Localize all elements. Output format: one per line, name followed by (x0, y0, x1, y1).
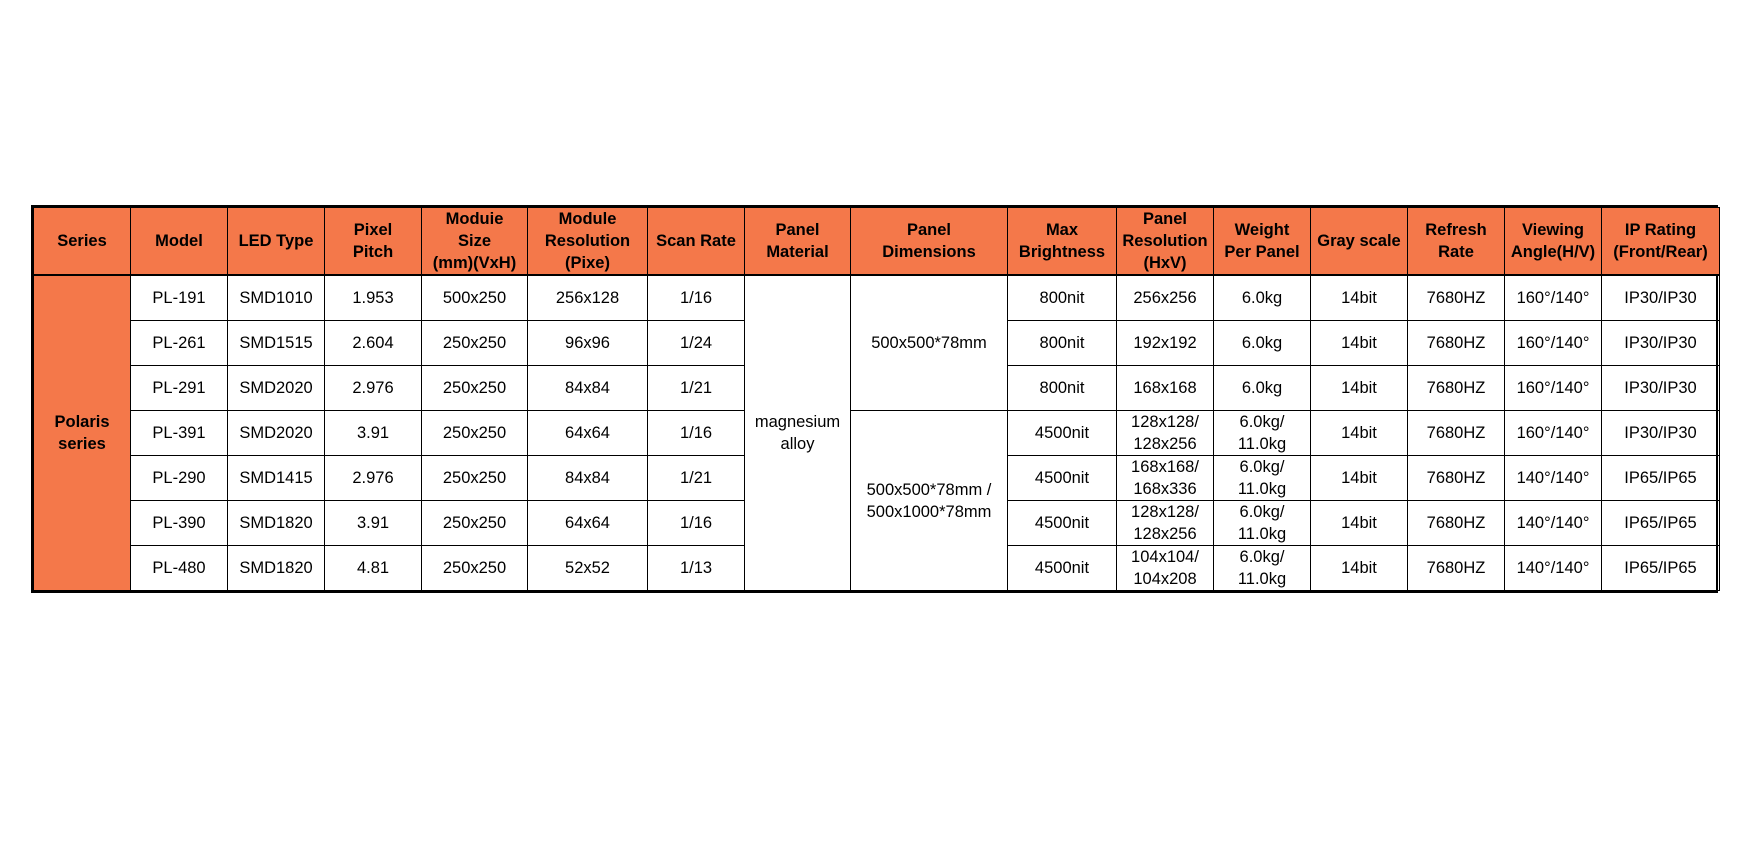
cell-panel-resolution (1117, 321, 1214, 366)
cell-text-line: 6.0kg/ (1239, 413, 1285, 431)
cell-panel-resolution (1117, 411, 1214, 456)
cell-led-type: SMD1820 (228, 501, 325, 546)
header-module-size (422, 208, 528, 276)
cell-model: PL-261 (131, 321, 228, 366)
cell-module-resolution: 84x84 (528, 366, 648, 411)
cell-module-resolution: 256x128 (528, 275, 648, 321)
cell-ip-rating: IP65/IP65 (1602, 546, 1720, 591)
cell-text-line: 6.0kg/ (1239, 548, 1285, 566)
cell-text-line: IP Rating (1624, 221, 1697, 239)
cell-text-line: Per Panel (1224, 243, 1300, 261)
cell-gray-scale: 14bit (1311, 366, 1408, 411)
cell-ip-rating: IP30/IP30 (1602, 411, 1720, 456)
cell-led-type: SMD2020 (228, 411, 325, 456)
cell-text-line: Moduie (445, 210, 504, 228)
table-row (34, 275, 1720, 321)
cell-text-line: 6.0kg (1241, 289, 1283, 307)
cell-text-line: Angle(H/V) (1510, 243, 1596, 261)
cell-led-type: SMD1820 (228, 546, 325, 591)
cell-module-size: 250x250 (422, 411, 528, 456)
cell-panel-resolution (1117, 275, 1214, 321)
cell-model: PL-291 (131, 366, 228, 411)
cell-text-line: 11.0kg (1237, 570, 1287, 588)
cell-refresh-rate: 7680HZ (1408, 546, 1505, 591)
cell-text-line: Module (558, 210, 617, 228)
cell-text-line: Gray scale (1317, 232, 1401, 250)
cell-text-line: Series (57, 232, 107, 250)
cell-viewing-angle: 160°/140° (1505, 275, 1602, 321)
cell-text-line: 500x500*78mm / (866, 480, 992, 499)
cell-refresh-rate: 7680HZ (1408, 501, 1505, 546)
cell-text-line: 168x168/ (1131, 458, 1199, 476)
spec-table (33, 207, 1720, 591)
cell-text-line: Rate (1438, 243, 1474, 261)
cell-text-line: 128x256 (1133, 525, 1197, 543)
cell-text-line: 128x128/ (1131, 503, 1199, 521)
cell-text-line: Pitch (352, 243, 394, 261)
header-gray-scale (1311, 208, 1408, 276)
cell-pixel-pitch: 2.976 (325, 366, 422, 411)
cell-module-resolution: 64x64 (528, 501, 648, 546)
cell-text-line: 168x168 (1133, 379, 1197, 397)
cell-panel-resolution (1117, 501, 1214, 546)
header-series (34, 208, 131, 276)
header-model (131, 208, 228, 276)
cell-text-line: Brightness (1018, 243, 1106, 261)
cell-led-type: SMD1415 (228, 456, 325, 501)
cell-panel-dimensions: 500x500*78mm (851, 275, 1008, 411)
cell-pixel-pitch: 3.91 (325, 411, 422, 456)
cell-text-line: 128x128/ (1131, 413, 1199, 431)
cell-text-line: magnesium (754, 413, 841, 431)
cell-module-resolution: 52x52 (528, 546, 648, 591)
cell-text-line: 104x208 (1133, 570, 1197, 588)
header-panel-material (745, 208, 851, 276)
cell-text-line: 11.0kg (1237, 480, 1287, 498)
header-max-brightness (1008, 208, 1117, 276)
cell-text-line: 11.0kg (1237, 435, 1287, 453)
cell-module-size: 250x250 (422, 501, 528, 546)
cell-led-type: SMD2020 (228, 366, 325, 411)
cell-panel-resolution (1117, 456, 1214, 501)
cell-scan-rate: 1/16 (648, 411, 745, 456)
cell-model: PL-290 (131, 456, 228, 501)
cell-text-line: Resolution (544, 232, 631, 250)
cell-max-brightness: 4500nit (1008, 411, 1117, 456)
cell-text-line: 500x1000*78mm (866, 502, 992, 521)
cell-gray-scale: 14bit (1311, 411, 1408, 456)
cell-gray-scale: 14bit (1311, 456, 1408, 501)
header-ip-rating (1602, 208, 1720, 276)
header-pixel-pitch (325, 208, 422, 276)
cell-text-line: Pixel (353, 221, 393, 239)
cell-scan-rate: 1/13 (648, 546, 745, 591)
header-weight-per-panel (1214, 208, 1311, 276)
cell-led-type: SMD1515 (228, 321, 325, 366)
cell-text-line: 168x336 (1133, 480, 1197, 498)
cell-scan-rate: 1/24 (648, 321, 745, 366)
cell-viewing-angle: 140°/140° (1505, 456, 1602, 501)
cell-max-brightness: 4500nit (1008, 501, 1117, 546)
cell-max-brightness: 800nit (1008, 321, 1117, 366)
cell-pixel-pitch: 2.976 (325, 456, 422, 501)
cell-max-brightness: 800nit (1008, 275, 1117, 321)
cell-text-line: LED Type (238, 232, 314, 250)
cell-text-line: Viewing (1521, 221, 1585, 239)
cell-text-line: Panel (775, 221, 820, 239)
cell-pixel-pitch: 3.91 (325, 501, 422, 546)
cell-text-line: Max (1045, 221, 1079, 239)
cell-text-line: 104x104/ (1131, 548, 1199, 566)
cell-panel-dimensions (851, 411, 1008, 591)
cell-max-brightness: 800nit (1008, 366, 1117, 411)
cell-max-brightness: 4500nit (1008, 546, 1117, 591)
cell-weight (1214, 411, 1311, 456)
cell-text-line: Panel (1142, 210, 1188, 228)
cell-module-size: 250x250 (422, 366, 528, 411)
cell-weight (1214, 456, 1311, 501)
cell-scan-rate: 1/16 (648, 501, 745, 546)
cell-text-line: (mm)(VxH) (432, 254, 517, 272)
cell-led-type: SMD1010 (228, 275, 325, 321)
cell-gray-scale: 14bit (1311, 546, 1408, 591)
header-panel-dimensions (851, 208, 1008, 276)
cell-series (34, 275, 131, 591)
cell-module-resolution: 96x96 (528, 321, 648, 366)
cell-text-line: Polaris (54, 413, 110, 431)
cell-weight (1214, 366, 1311, 411)
cell-text-line: alloy (780, 435, 815, 453)
cell-gray-scale: 14bit (1311, 275, 1408, 321)
cell-text-line: 128x256 (1133, 435, 1197, 453)
cell-weight (1214, 321, 1311, 366)
table-body (34, 275, 1720, 591)
cell-viewing-angle: 160°/140° (1505, 321, 1602, 366)
cell-text-line: 6.0kg (1241, 379, 1283, 397)
cell-text-line: Scan Rate (656, 232, 736, 250)
header-row (34, 208, 1720, 276)
cell-pixel-pitch: 1.953 (325, 275, 422, 321)
cell-text-line: Dimensions (882, 243, 976, 261)
cell-text-line: 6.0kg/ (1239, 503, 1285, 521)
cell-text-line: Resolution (1122, 232, 1208, 250)
cell-text-line: (HxV) (1143, 254, 1187, 272)
cell-text-line: Model (155, 232, 203, 250)
cell-refresh-rate: 7680HZ (1408, 321, 1505, 366)
cell-ip-rating: IP30/IP30 (1602, 275, 1720, 321)
cell-text-line: 256x256 (1133, 289, 1197, 307)
cell-viewing-angle: 160°/140° (1505, 366, 1602, 411)
cell-refresh-rate: 7680HZ (1408, 456, 1505, 501)
cell-scan-rate: 1/16 (648, 275, 745, 321)
cell-refresh-rate: 7680HZ (1408, 366, 1505, 411)
cell-scan-rate: 1/21 (648, 456, 745, 501)
cell-panel-resolution (1117, 366, 1214, 411)
table-row (34, 411, 1720, 456)
cell-gray-scale: 14bit (1311, 501, 1408, 546)
header-module-resolution (528, 208, 648, 276)
cell-module-size: 250x250 (422, 546, 528, 591)
cell-text-line: 6.0kg/ (1239, 458, 1285, 476)
cell-ip-rating: IP30/IP30 (1602, 366, 1720, 411)
cell-viewing-angle: 140°/140° (1505, 546, 1602, 591)
cell-scan-rate: 1/21 (648, 366, 745, 411)
cell-text-line: 192x192 (1133, 334, 1197, 352)
cell-text-line: Panel (906, 221, 952, 239)
cell-viewing-angle: 140°/140° (1505, 501, 1602, 546)
cell-ip-rating: IP30/IP30 (1602, 321, 1720, 366)
header-viewing-angle (1505, 208, 1602, 276)
cell-refresh-rate: 7680HZ (1408, 275, 1505, 321)
cell-ip-rating: IP65/IP65 (1602, 456, 1720, 501)
spec-table-container (31, 205, 1718, 593)
header-led-type (228, 208, 325, 276)
cell-weight (1214, 546, 1311, 591)
cell-panel-resolution (1117, 546, 1214, 591)
cell-module-size: 250x250 (422, 321, 528, 366)
cell-pixel-pitch: 2.604 (325, 321, 422, 366)
cell-panel-material (745, 275, 851, 591)
cell-text-line: (Front/Rear) (1613, 243, 1708, 261)
cell-model: PL-480 (131, 546, 228, 591)
cell-module-resolution: 64x64 (528, 411, 648, 456)
cell-text-line: Refresh (1425, 221, 1487, 239)
header-scan-rate (648, 208, 745, 276)
cell-weight (1214, 275, 1311, 321)
cell-viewing-angle: 160°/140° (1505, 411, 1602, 456)
cell-text-line: Material (766, 243, 829, 261)
cell-pixel-pitch: 4.81 (325, 546, 422, 591)
cell-module-size: 500x250 (422, 275, 528, 321)
cell-model: PL-391 (131, 411, 228, 456)
header-panel-resolution (1117, 208, 1214, 276)
cell-ip-rating: IP65/IP65 (1602, 501, 1720, 546)
cell-module-resolution: 84x84 (528, 456, 648, 501)
cell-text-line: 11.0kg (1237, 525, 1287, 543)
cell-weight (1214, 501, 1311, 546)
cell-text-line: series (58, 435, 106, 453)
cell-gray-scale: 14bit (1311, 321, 1408, 366)
cell-module-size: 250x250 (422, 456, 528, 501)
cell-text-line: (Pixe) (565, 254, 610, 272)
cell-text-line: Weight (1234, 221, 1290, 239)
cell-max-brightness: 4500nit (1008, 456, 1117, 501)
cell-model: PL-191 (131, 275, 228, 321)
header-refresh-rate (1408, 208, 1505, 276)
cell-model: PL-390 (131, 501, 228, 546)
cell-text-line: 6.0kg (1241, 334, 1283, 352)
cell-refresh-rate: 7680HZ (1408, 411, 1505, 456)
cell-text-line: Size (457, 232, 492, 250)
